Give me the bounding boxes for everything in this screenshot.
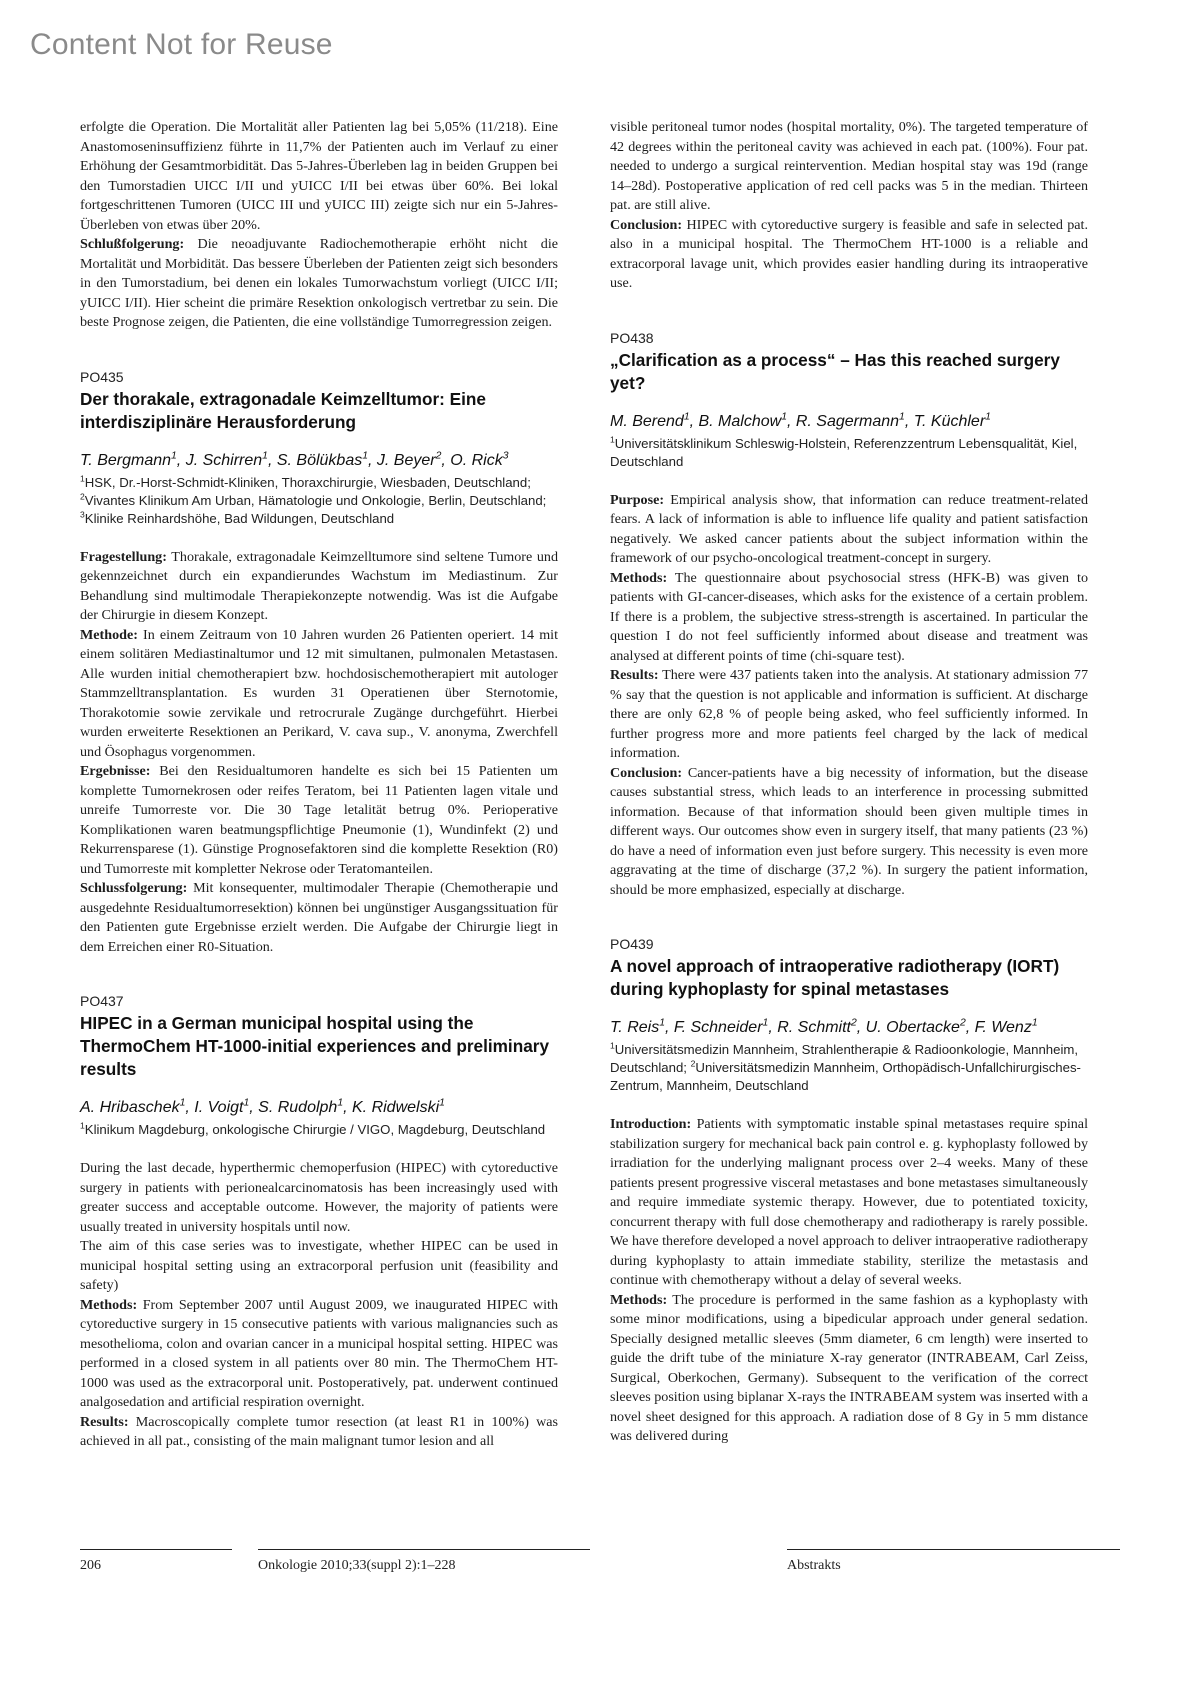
paragraph-label: Methode: — [80, 626, 138, 643]
abstract-po435 — [80, 369, 558, 958]
author-name: T. Bergmann — [80, 451, 172, 469]
continuation-paragraph — [610, 118, 1088, 216]
affiliation-text: Klinike Reinhardshöhe, Bad Wildungen, Deutschland — [84, 510, 395, 526]
affiliations — [80, 474, 558, 528]
author-name: M. Berend — [610, 412, 684, 430]
paragraph-text: The aim of this case series was to investigate, whether HIPEC can be used in municipal hospital setting using an extracorporal perfusion unit (feasibility and safety) — [80, 1238, 558, 1293]
paragraph-text: From September 2007 until August 2009, we inaugurated HIPEC with cytoreductive surgery in 15 consecutive patients with various malignancies such as mesothelioma, colon and ovarian cancer in a municipal hospital setting. HIPEC was performed in a closed system in all patients over 80 min. The ThermoChem HT-1000 was used as the extracorporal unit. Postoperatively, pat. underwent continued analgosedation and artificial respiration overnight. — [80, 1296, 558, 1410]
author-list: M. Berend$^1$, B. Malchow$^1$, R. Sagermann$^1$, T. Küchler$^1$ — [610, 411, 991, 430]
paragraph-text: There were 437 patients taken into the analysis. At stationary admission 77 % say that the question is not applicable and information is sufficient. At discharge there are only 62,8 % of people being asked, who feel sufficiently informed. In further progress more and more patients feel charged by the lack of medical information. — [610, 667, 1088, 761]
author-name: R. Schmitt — [777, 1019, 851, 1036]
continuation-paragraph — [80, 235, 558, 333]
watermark: Content Not for Reuse — [30, 28, 333, 61]
affiliation-marker: 1 — [362, 450, 368, 462]
abstract-paragraph — [80, 762, 558, 879]
abstract-id: PO438 — [610, 329, 654, 346]
abstract-paragraph — [80, 879, 558, 957]
paragraph-label: Schlußfolgerung: — [80, 236, 185, 252]
affiliation-marker: 1 — [985, 411, 991, 423]
paragraph-text: Mit konsequenter, multimodaler Therapie (Chemotherapie und ausgedehnte Residualtumorresektion) können bei ungünstiger Ausgangssituation für den Patienten gute Ergebnisse erzielt werden. Die Aufgabe der Chirurgie liegt in dem Erreichen einer R0-Situation. — [80, 880, 558, 955]
paragraph-text: During the last decade, hyperthermic chemoperfusion (HIPEC) with cytoreductive surgery in patients with perionealcarcinomatosis has been increasingly used with greater success and acceptable outcome. However, the majority of patients were usually treated in university hospitals until now. — [80, 1160, 558, 1235]
author-name: I. Voigt — [194, 1099, 244, 1116]
affiliations — [610, 435, 1088, 471]
abstract-paragraph — [80, 1413, 558, 1452]
affiliation-marker: 1 — [337, 1097, 344, 1109]
continuation-paragraph — [610, 216, 1088, 294]
paragraph-text: Thorakale, extragonadale Keimzelltumore sind seltene Tumore und gekennzeichnet durch ein expandierundes Wachstum im Mediastinum. Zur Behandlung sind multimodale Therapiekonzepte notwendig. Was ist die Aufgabe der Chirurgie in diesem Konzept. — [80, 548, 558, 623]
affiliation-marker: 2 — [959, 1017, 966, 1029]
paragraph-text: Patients with symptomatic instable spinal metastases require spinal stabilization surgery for mechanical back pain control e. g. kyphoplasty followed by irradiation for the underlying malignant process over 2–4 weeks. Many of these patients present progressive visceral metastases and bone metastases simultaneously and require immediate systemic therapy. However, due to potentiated toxicity, concurrent therapy with full dose chemotherapy and radiotherapy is rarely possible. We have therefore developed a novel approach to deliver intraoperative radiotherapy during kyphoplasty to attain immediate stability, sterilize the metastasis and continue with chemotherapy without a delay of several weeks. — [610, 1116, 1088, 1288]
journal-citation: Onkologie 2010;33(suppl 2):1–228 — [258, 1558, 456, 1573]
paragraph-label: Methods: — [610, 569, 668, 586]
affiliation-text: Universitätsmedizin Mannheim, Strahlentherapie & Radioonkologie, Mannheim, Deutschland; — [610, 1042, 1079, 1075]
footer-rule-section — [787, 1549, 1120, 1550]
affiliation-number: 1 — [80, 1120, 85, 1131]
paragraph-label: Methods: — [80, 1296, 138, 1313]
author-name: U. Obertacke — [865, 1019, 960, 1036]
page-number: 206 — [80, 1558, 101, 1573]
author-name: J. Schirren — [185, 451, 263, 469]
affiliation-marker: 1 — [781, 411, 787, 423]
affiliation-marker: 3 — [502, 450, 509, 462]
affiliation-marker: 1 — [1031, 1017, 1038, 1029]
paragraph-label: Introduction: — [610, 1116, 692, 1132]
paragraph-label: Ergebnisse: — [80, 763, 151, 779]
left-column — [80, 118, 558, 1452]
author-name: F. Wenz — [974, 1019, 1032, 1036]
affiliation-marker: 1 — [243, 1097, 250, 1109]
footer-rule-page — [80, 1549, 232, 1550]
author-name: J. Beyer — [376, 451, 436, 469]
paragraph-text: HIPEC with cytoreductive surgery is feasible and safe in selected pat. also in a municipal hospital. The ThermoChem HT-1000 is a reliable and extracorporal lavage unit, which provides easier handling during its intraoperative use. — [610, 216, 1088, 291]
paragraph-label: Conclusion: — [610, 764, 683, 781]
author-list: T. Reis$^1$, F. Schneider$^1$, R. Schmitt$^2$, U. Obertacke$^2$, F. Wenz$^1$ — [610, 1017, 1038, 1036]
abstract-paragraph — [80, 548, 558, 626]
paragraph-text: In einem Zeitraum von 10 Jahren wurden 26 Patienten operiert. 14 mit einem solitären Mediastinaltumor und 12 mit simultanen, pulmonalen Metastasen. Alle wurden initial chemotherapiert bzw. hochdosischemotherapiert mit autologer Stammzelltransplantation. Es wurden 31 Operatienen über Sternotomie, Thorakotomie sowie zervikale und retrocrurale Zugänge durchgeführt. Hierbei wurden erweiterte Resektionen an Perikard, V. cava sup., V. anonyma, Zwerchfell und Ösophagus vorgenommen. — [80, 626, 558, 760]
abstract-paragraph — [610, 1291, 1088, 1447]
abstract-title: A novel approach of intraoperative radiotherapy (IORT) during kyphoplasty for spinal metastases — [610, 956, 1060, 999]
abstract-po439 — [610, 936, 1088, 1447]
abstract-paragraph — [80, 1159, 558, 1237]
abstract-id: PO439 — [610, 936, 654, 952]
author-name: T. Küchler — [913, 412, 986, 430]
paragraph-label: Conclusion: — [610, 216, 683, 233]
affiliation-marker: 1 — [439, 1097, 445, 1109]
author-name: B. Malchow — [698, 412, 782, 430]
author-name: S. Bölükbas — [276, 451, 363, 469]
author-name: R. Sagermann — [795, 412, 900, 430]
right-column — [610, 118, 1088, 1447]
affiliation-number: 2 — [80, 491, 85, 502]
affiliation-marker: 2 — [851, 1017, 857, 1029]
abstract-title: „Clarification as a process“ – Has this reached surgery yet? — [610, 349, 1060, 393]
affiliation-number: 1 — [80, 473, 85, 484]
paragraph-text: Empirical analysis show, that information can reduce treatment-related fears. A lack of information is able to influence life quality and patient satisfaction negatively. We asked cancer patients about the subject information within the framework of our psycho-oncological treatment-concept in surgery. — [610, 491, 1088, 566]
author-name: S. Rudolph — [258, 1099, 338, 1116]
abstract-id: PO437 — [80, 993, 124, 1009]
author-list: A. Hribaschek$^1$, I. Voigt$^1$, S. Rudolph$^1$, K. Ridwelski$^1$ — [80, 1097, 445, 1116]
paragraph-label: Purpose: — [610, 491, 665, 508]
author-name: K. Ridwelski — [352, 1099, 440, 1116]
author-name: F. Schneider — [673, 1019, 763, 1036]
affiliation-marker: 1 — [899, 411, 905, 423]
affiliation-text: Universitätsklinikum Schleswig-Holstein, Referenzzentrum Lebensqualität, Kiel, Deutschland — [610, 435, 1078, 469]
abstract-paragraph — [80, 1237, 558, 1296]
footer-rule-journal — [258, 1549, 590, 1550]
author-list: T. Bergmann$^1$, J. Schirren$^1$, S. Bölükbas$^1$, J. Beyer$^2$, O. Rick$^3$ — [80, 450, 509, 469]
abstract-paragraph — [80, 1296, 558, 1413]
paragraph-text: Bei den Residualtumoren handelte es sich bei 15 Patienten um komplette Tumornekrosen oder reifes Teratom, bei 11 Patienten lagen vitale und unreife Tumorreste vor. Die 30 Tage letalität betrug 0%. Perioperative Komplikationen waren beatmungspflichtige Pneumonie (1), Wundinfekt (2) und Rekurrensparese (1). Günstige Prognosefaktoren sind die komplette Resektion (R0) und Tumorreste mit kompletter Nekrose oder Teratomanteilen. — [80, 763, 559, 877]
affiliations — [610, 1041, 1088, 1095]
paragraph-label: Methods: — [610, 1291, 668, 1308]
continuation-paragraph — [80, 118, 558, 235]
affiliation-marker: 1 — [179, 1097, 186, 1109]
affiliation-marker: 1 — [171, 450, 177, 462]
affiliation-number: 1 — [610, 1040, 615, 1051]
paragraph-text: The questionnaire about psychosocial stress (HFK-B) was given to patients with GI-cancer-diseases, which asks for the existence of a certain problem. If there is a problem, the subjective stress-strength is ascertained. In particular the question I do not feel sufficiently informed about disease and treatment was analysed at different points of time (chi-square test). — [610, 569, 1088, 664]
affiliation-text: HSK, Dr.-Horst-Schmidt-Kliniken, Thoraxchirurgie, Wiesbaden, Deutschland; — [84, 474, 531, 490]
affiliation-marker: 1 — [659, 1017, 665, 1029]
affiliation-number: 1 — [610, 434, 615, 445]
affiliation-marker: 1 — [762, 1017, 769, 1029]
abstract-title: HIPEC in a German municipal hospital using the ThermoChem HT-1000-initial experiences and preliminary results — [80, 1013, 549, 1079]
affiliation-marker: 1 — [683, 411, 690, 423]
paragraph-text: Cancer-patients have a big necessity of information, but the disease causes substantial stress, which leads to an interference in processing submitted information. Because of that information should been given multiple times in different ways. Our outcomes show even in surgery itself, that many patients (23 %) do have a need of information even just before surgery. This necessity is even more aggravating at the time of discharge (37,2 %). In surgery the patient information, should be more emphasized, especially at discharge. — [610, 764, 1088, 898]
abstract-paragraph — [610, 569, 1088, 667]
paragraph-text: erfolgte die Operation. Die Mortalität aller Patienten lag bei 5,05% (11/218). Eine Anastomoseninsuffizienz führte in 11,7% der Patienten auch im Verlauf zu einer Erhöhung der Gesamtmorbidität. Das 5-Jahres-Überleben lag in beiden Gruppen bei den Tumorstadien UICC I/II und yUICC I/II bei etwas über 60%. Bei lokal fortgeschrittenen Tumoren (UICC III und yUICC III) zeigte sich nur ein 5-Jahres-Überleben von etwas über 20%. — [80, 119, 558, 233]
paragraph-text: Die neoadjuvante Radiochemotherapie erhöht nicht die Mortalität und Morbidität. Das bessere Überleben der Patienten zeigt sich besonders in den Tumorstadium, bei denen ein lokales Tumorwachstum vorliegt (UICC I/II; yUICC I/II). Hier scheint die primäre Resektion onkologisch vertretbar zu sein. Die beste Prognose zeigen, die Patienten, die eine vollständige Tumorregression zeigen. — [80, 236, 558, 330]
abstract-id: PO435 — [80, 368, 124, 385]
affiliation-number: 3 — [80, 509, 85, 520]
affiliation-number: 2 — [690, 1058, 696, 1069]
paragraph-label: Results: — [80, 1413, 129, 1430]
paragraph-label: Results: — [610, 667, 659, 683]
affiliation-text: Klinikum Magdeburg, onkologische Chirurgie / VIGO, Magdeburg, Deutschland — [84, 1122, 546, 1137]
abstract-po438 — [610, 330, 1088, 901]
abstract-paragraph — [610, 491, 1088, 569]
author-name: A. Hribaschek — [80, 1099, 180, 1116]
paragraph-text: The procedure is performed in the same fashion as a kyphoplasty with some minor modifications, using a bipedicular approach under general sedation. Specially designed metallic sleeves (5mm diameter, 6 cm length) were inserted to guide the drift tube of the miniature X-ray generator (INTRABEAM, Carl Zeiss, Surgical, Oberkochen, Germany). Subsequent to the verification of the correct sleeves position using biplanar X-rays the INTRABEAM system was inserted with a novel sheet designed for this approach. A radiation dose of 8 Gy in 5 mm distance was delivered during — [610, 1291, 1088, 1444]
paragraph-label: Schlussfolgerung: — [80, 880, 188, 896]
paragraph-text: Macroscopically complete tumor resection (at least R1 in 100%) was achieved in all pat., consisting of the main malignant tumor lesion and all — [80, 1413, 558, 1449]
affiliation-marker: 1 — [262, 450, 268, 462]
section-name: Abstrakts — [787, 1558, 841, 1573]
abstract-po437 — [80, 993, 558, 1452]
abstract-paragraph — [610, 764, 1088, 901]
affiliation-text: Vivantes Klinikum Am Urban, Hämatologie und Onkologie, Berlin, Deutschland; — [84, 492, 547, 508]
paragraph-label: Fragestellung: — [80, 548, 167, 565]
affiliation-marker: 2 — [435, 450, 442, 462]
abstract-title: Der thorakale, extragonadale Keimzelltumor: Eine interdisziplinäre Herausforderung — [80, 388, 486, 432]
paragraph-text: visible peritoneal tumor nodes (hospital mortality, 0%). The targeted temperature of 42 degrees within the peritoneal cavity was achieved in each pat. (100%). Four pat. needed to undergo a surgical reintervention. Median hospital stay was 19d (range 14–28d). Postoperative application of red cell packs was 5 in the median. Thirteen pat. are still alive. — [610, 119, 1088, 213]
abstract-paragraph — [610, 1115, 1088, 1291]
abstract-paragraph — [610, 666, 1088, 764]
author-name: O. Rick — [450, 451, 503, 469]
author-name: T. Reis — [610, 1019, 660, 1036]
abstract-paragraph — [80, 626, 558, 763]
affiliation-text: Universitätsmedizin Mannheim, Orthopädisch-Unfallchirurgisches-Zentrum, Mannheim, Deutschland — [610, 1060, 1081, 1093]
affiliations — [80, 1121, 558, 1139]
